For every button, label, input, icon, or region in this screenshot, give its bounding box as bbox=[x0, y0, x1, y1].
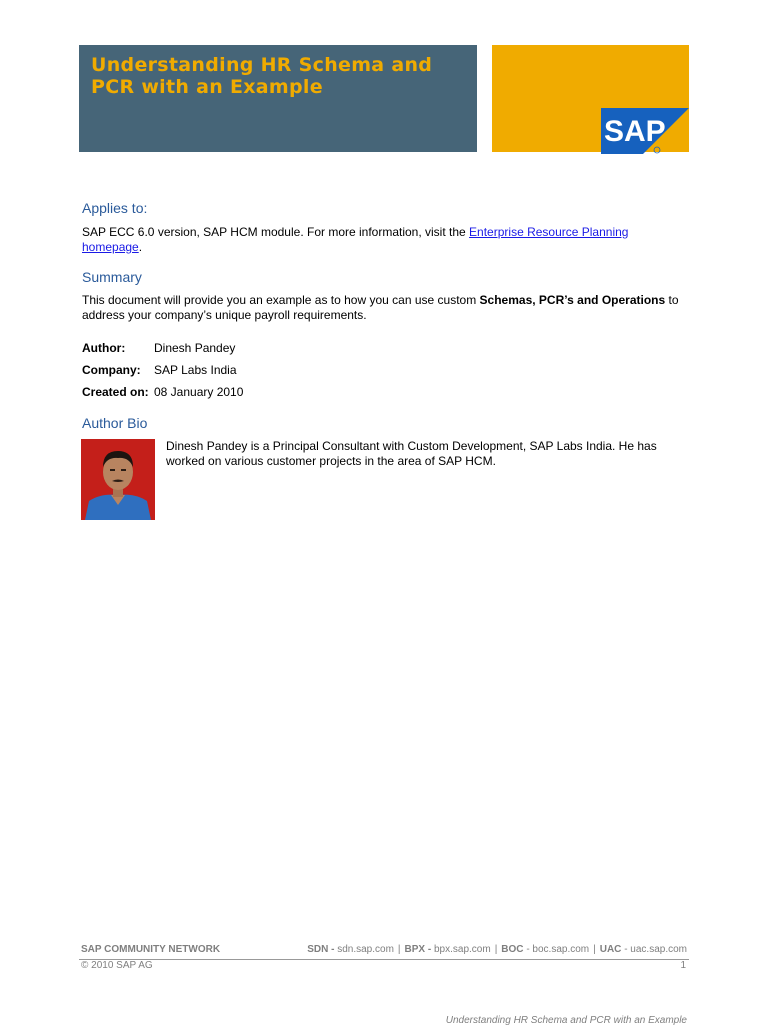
footer-sdn-label: SDN - bbox=[307, 944, 335, 955]
author-value: Dinesh Pandey bbox=[154, 341, 236, 355]
summary-heading: Summary bbox=[82, 269, 142, 285]
created-value: 08 January 2010 bbox=[154, 385, 244, 399]
summary-text bbox=[82, 293, 682, 323]
page-number: 1 bbox=[680, 960, 686, 971]
author-row bbox=[82, 341, 235, 355]
summary-text-start: This document will provide you an example as to how you can use custom bbox=[82, 293, 480, 307]
footer-uac-link[interactable]: - uac.sap.com bbox=[624, 944, 687, 955]
footer-copyright: © 2010 SAP AG bbox=[81, 960, 153, 971]
applies-to-period: . bbox=[138, 240, 143, 254]
footer-bpx-link[interactable]: bpx.sap.com bbox=[433, 944, 491, 955]
summary-bold: Schemas, PCR’s and Operations bbox=[479, 293, 666, 307]
summary-text-end: to address your company’s unique payroll requirements. bbox=[82, 293, 679, 322]
sap-logo-icon bbox=[601, 108, 689, 154]
footer-divider bbox=[79, 959, 689, 960]
author-photo bbox=[81, 439, 155, 520]
created-row bbox=[82, 385, 243, 399]
footer-sdn-link[interactable]: sdn.sap.com bbox=[337, 944, 394, 955]
footer-bpx-label: BPX - bbox=[404, 944, 432, 955]
footer-links: SDN - sdn.sap.com | BPX - bpx.sap.com | BOC - boc.sap.com | UAC - uac.sap.com bbox=[307, 944, 687, 955]
author-portrait-icon bbox=[81, 439, 155, 520]
applies-to-body: SAP ECC 6.0 version, SAP HCM module. For more information, visit the bbox=[82, 225, 470, 239]
author-label: Author: bbox=[82, 341, 126, 355]
company-label: Company: bbox=[82, 363, 141, 377]
author-bio-heading: Author Bio bbox=[82, 415, 148, 431]
title-banner bbox=[79, 45, 477, 152]
logo-banner bbox=[492, 45, 689, 152]
company-row bbox=[82, 363, 237, 377]
sap-logo-text: SAP bbox=[604, 115, 666, 148]
author-bio-text: Dinesh Pandey is a Principal Consultant with Custom Development, SAP Labs India. He has worked on various customer projects in the area of SAP HCM. bbox=[166, 439, 657, 468]
created-label: Created on: bbox=[82, 385, 149, 399]
footer-uac-label: UAC bbox=[599, 944, 622, 955]
running-footer-title: Understanding HR Schema and PCR with an Example bbox=[445, 1015, 687, 1026]
applies-to-text bbox=[82, 225, 682, 255]
applies-to-heading: Applies to: bbox=[82, 200, 148, 216]
erp-homepage-link[interactable]: Enterprise Resource Planning homepage bbox=[82, 225, 629, 254]
company-value: SAP Labs India bbox=[154, 363, 237, 377]
document-title: Understanding HR Schema and PCR with an Example bbox=[91, 54, 433, 98]
footer-network: SAP COMMUNITY NETWORK bbox=[81, 944, 221, 955]
footer-boc-link[interactable]: - boc.sap.com bbox=[526, 944, 590, 955]
footer-boc-label: BOC bbox=[501, 944, 524, 955]
